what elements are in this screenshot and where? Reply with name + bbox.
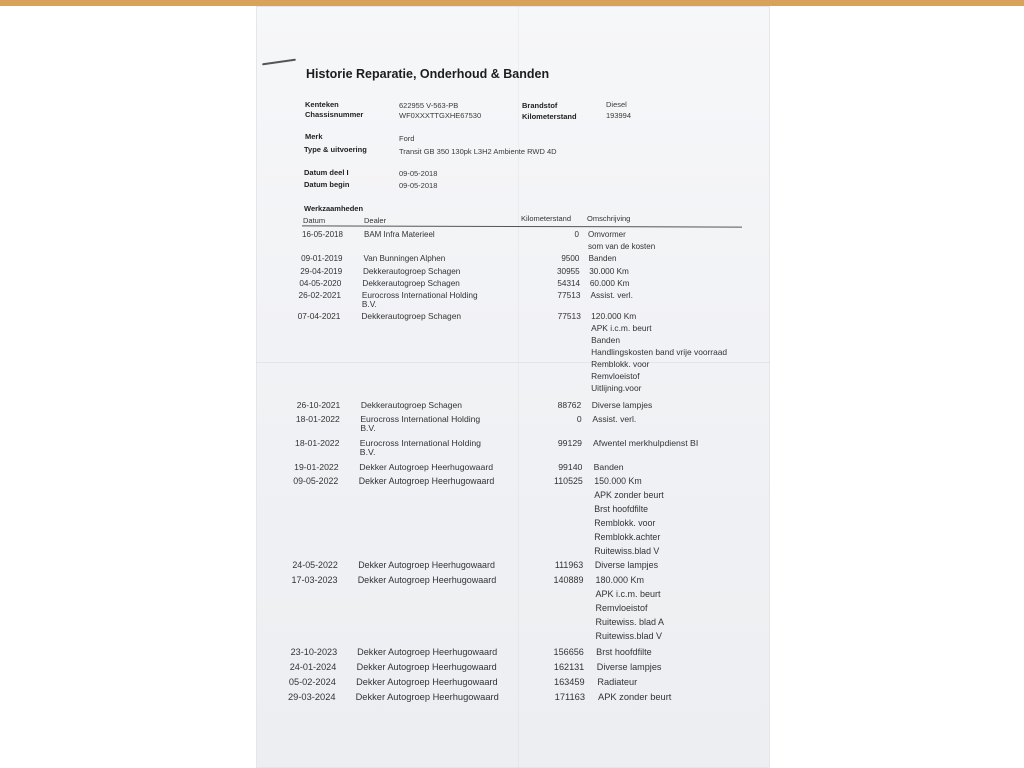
row-omschrijving: Assist. verl. bbox=[592, 414, 637, 424]
row-dealer: Eurocross International Holding bbox=[360, 414, 481, 424]
werkzaamheden-heading: Werkzaamheden bbox=[304, 204, 364, 213]
row-omschrijving: Afwentel merkhulpdienst BI bbox=[593, 438, 699, 448]
row-kilometerstand: 99129 bbox=[557, 438, 582, 448]
kilometerstand-label: Kilometerstand bbox=[522, 112, 577, 121]
row-kilometerstand: 162131 bbox=[553, 662, 585, 672]
row-kilometerstand: 77513 bbox=[557, 311, 581, 321]
row-omschrijving: Banden bbox=[588, 254, 617, 263]
row-datum: 29-04-2019 bbox=[300, 267, 343, 276]
row-datum: 16-05-2018 bbox=[302, 230, 343, 239]
row-kilometerstand: 156656 bbox=[553, 647, 584, 657]
row-datum: 17-03-2023 bbox=[291, 575, 338, 585]
datum-begin-value: 09-05-2018 bbox=[399, 181, 438, 190]
row-omschrijving: APK zonder beurt bbox=[598, 692, 672, 702]
column-header-dealer: Dealer bbox=[364, 216, 387, 225]
row-datum: 09-01-2019 bbox=[301, 254, 343, 263]
row-datum: 04-05-2020 bbox=[299, 279, 342, 288]
row-omschrijving: Remblokk. voor bbox=[594, 518, 656, 528]
row-omschrijving: Ruitewiss. blad A bbox=[595, 617, 665, 627]
row-dealer: Dekkerautogroep Schagen bbox=[362, 267, 461, 276]
row-datum: 26-10-2021 bbox=[296, 400, 341, 410]
row-kilometerstand: 30955 bbox=[556, 267, 580, 276]
row-kilometerstand: 99140 bbox=[558, 462, 583, 472]
datum-deel-value: 09-05-2018 bbox=[399, 169, 438, 178]
row-omschrijving: Banden bbox=[593, 462, 624, 472]
column-header-omschrijving: Omschrijving bbox=[587, 214, 631, 223]
row-omschrijving: Diverse lampjes bbox=[596, 662, 662, 672]
row-dealer: Dekker Autogroep Heerhugowaard bbox=[356, 677, 498, 687]
row-omschrijving: 150.000 Km bbox=[594, 476, 642, 486]
row-kilometerstand: 110525 bbox=[554, 476, 583, 486]
row-omschrijving: Omvormer bbox=[588, 230, 626, 239]
row-datum: 23-10-2023 bbox=[290, 647, 338, 657]
row-omschrijving: APK i.c.m. beurt bbox=[595, 589, 661, 599]
row-omschrijving: Diverse lampjes bbox=[594, 560, 659, 570]
row-omschrijving: Brst hoofdfilte bbox=[594, 504, 649, 514]
row-dealer: B.V. bbox=[359, 447, 376, 457]
row-kilometerstand: 0 bbox=[574, 230, 579, 239]
type-value: Transit GB 350 130pk L3H2 Ambiente RWD 4D bbox=[399, 147, 557, 156]
row-dealer: Dekker Autogroep Heerhugowaard bbox=[359, 462, 494, 472]
brandstof-label: Brandstof bbox=[522, 101, 558, 110]
row-kilometerstand: 54314 bbox=[557, 279, 581, 288]
row-dealer: Dekker Autogroep Heerhugowaard bbox=[357, 575, 497, 585]
row-omschrijving: Handlingskosten band vrije voorraad bbox=[591, 347, 728, 357]
row-omschrijving: Assist. verl. bbox=[590, 290, 633, 300]
row-kilometerstand: 9500 bbox=[561, 254, 580, 263]
row-datum: 09-05-2022 bbox=[293, 476, 339, 486]
row-omschrijving: Remvloeistof bbox=[595, 603, 648, 613]
row-omschrijving: som van de kosten bbox=[588, 242, 656, 251]
column-header-kilometerstand: Kilometerstand bbox=[521, 214, 572, 223]
row-omschrijving: Brst hoofdfilte bbox=[596, 647, 652, 657]
brandstof-value: Diesel bbox=[606, 100, 627, 109]
kilometerstand-value: 193994 bbox=[606, 111, 632, 120]
type-label: Type & uitvoering bbox=[304, 145, 367, 154]
row-dealer: B.V. bbox=[360, 423, 376, 433]
kenteken-label: Kenteken bbox=[305, 100, 339, 109]
row-dealer: Eurocross International Holding bbox=[361, 290, 478, 300]
row-datum: 07-04-2021 bbox=[297, 311, 341, 321]
row-dealer: Dekker Autogroep Heerhugowaard bbox=[358, 560, 495, 570]
row-datum: 24-01-2024 bbox=[289, 662, 337, 672]
row-omschrijving: Diverse lampjes bbox=[591, 400, 653, 410]
row-dealer: Dekker Autogroep Heerhugowaard bbox=[356, 662, 497, 672]
row-omschrijving: APK i.c.m. beurt bbox=[591, 323, 652, 333]
kenteken-value: 622955 V-563-PB bbox=[399, 101, 459, 110]
row-dealer: BAM Infra Materieel bbox=[364, 230, 435, 239]
row-dealer: Dekker Autogroep Heerhugowaard bbox=[357, 647, 498, 657]
row-dealer: Dekker Autogroep Heerhugowaard bbox=[358, 476, 495, 486]
row-dealer: Dekker Autogroep Heerhugowaard bbox=[355, 692, 499, 702]
row-omschrijving: Remblokk.achter bbox=[594, 532, 661, 542]
document-page bbox=[256, 6, 770, 768]
row-datum: 24-05-2022 bbox=[292, 560, 338, 570]
row-dealer: Eurocross International Holding bbox=[359, 438, 482, 448]
merk-value: Ford bbox=[399, 134, 415, 143]
row-dealer: Dekkerautogroep Schagen bbox=[360, 400, 462, 410]
row-kilometerstand: 88762 bbox=[557, 400, 582, 410]
chassis-value: WF0XXXTTGXHE67530 bbox=[399, 111, 482, 120]
datum-deel-label: Datum deel I bbox=[304, 168, 349, 177]
row-kilometerstand: 111963 bbox=[554, 560, 584, 570]
chassis-label: Chassisnummer bbox=[305, 110, 364, 119]
row-omschrijving: Remblokk. voor bbox=[591, 359, 650, 369]
row-kilometerstand: 0 bbox=[576, 414, 582, 424]
row-omschrijving: 30.000 Km bbox=[589, 267, 629, 276]
row-datum: 18-01-2022 bbox=[295, 414, 340, 424]
merk-label: Merk bbox=[305, 132, 323, 141]
row-dealer: Van Bunningen Alphen bbox=[363, 254, 446, 263]
column-header-datum: Datum bbox=[303, 216, 326, 225]
row-datum: 19-01-2022 bbox=[294, 462, 339, 472]
row-datum: 05-02-2024 bbox=[288, 677, 336, 687]
row-omschrijving: Ruitewiss.blad V bbox=[595, 631, 663, 641]
row-omschrijving: Banden bbox=[591, 335, 620, 345]
row-dealer: Dekkerautogroep Schagen bbox=[361, 311, 462, 321]
document-title: Historie Reparatie, Onderhoud & Banden bbox=[306, 67, 550, 81]
row-omschrijving: APK zonder beurt bbox=[594, 490, 664, 500]
row-omschrijving: 180.000 Km bbox=[595, 575, 645, 585]
row-kilometerstand: 171163 bbox=[554, 692, 585, 702]
row-datum: 29-03-2024 bbox=[288, 692, 336, 702]
row-omschrijving: Radiateur bbox=[597, 677, 638, 687]
row-datum: 26-02-2021 bbox=[298, 290, 341, 300]
row-omschrijving: Uitlijning.voor bbox=[591, 383, 642, 393]
row-omschrijving: Remvloeistof bbox=[591, 371, 640, 381]
row-dealer: Dekkerautogroep Schagen bbox=[362, 279, 460, 288]
row-kilometerstand: 140889 bbox=[553, 575, 584, 585]
datum-begin-label: Datum begin bbox=[304, 180, 350, 189]
row-dealer: B.V. bbox=[361, 299, 377, 309]
werkzaamheden-table bbox=[256, 6, 770, 768]
row-kilometerstand: 163459 bbox=[553, 677, 585, 687]
row-omschrijving: 120.000 Km bbox=[591, 311, 637, 321]
row-kilometerstand: 77513 bbox=[557, 290, 581, 300]
row-datum: 18-01-2022 bbox=[295, 438, 340, 448]
row-omschrijving: Ruitewiss.blad V bbox=[594, 546, 660, 556]
row-omschrijving: 60.000 Km bbox=[589, 279, 630, 288]
